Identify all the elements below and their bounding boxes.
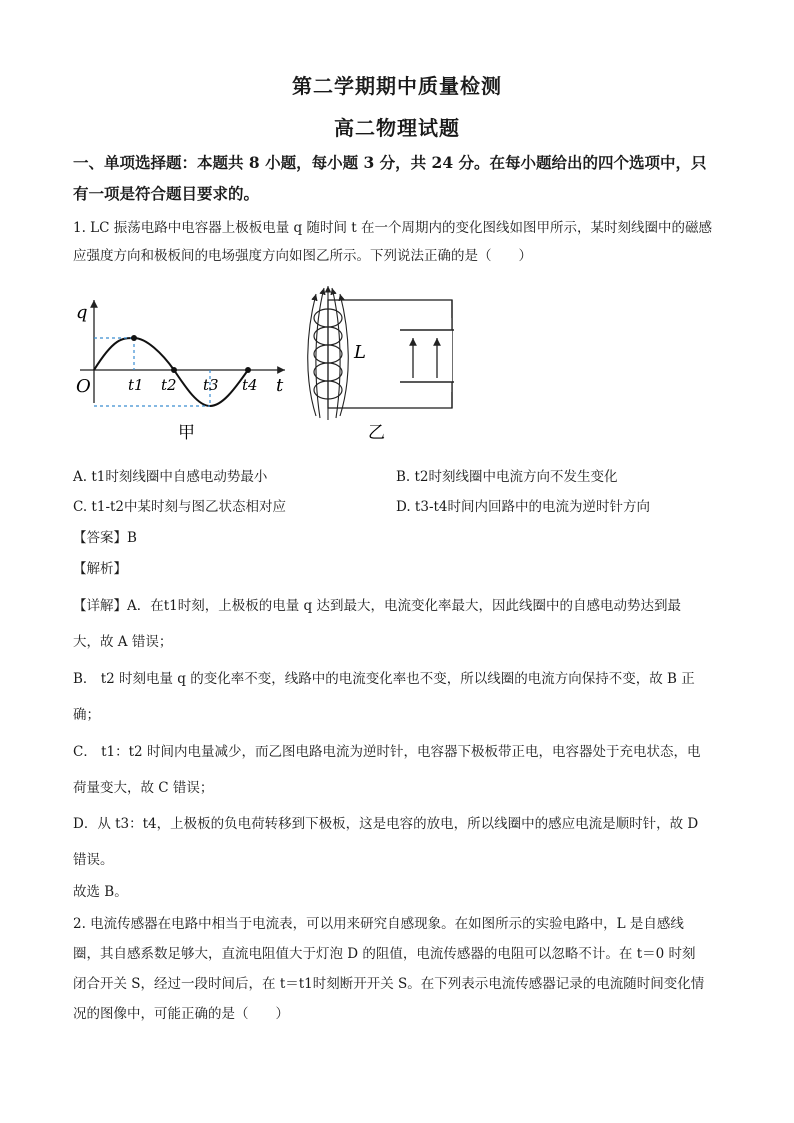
q1-detail-d-line2: 错误。 <box>73 852 114 868</box>
q1-conclusion: 故选 B。 <box>73 884 128 900</box>
q2-line1: 2. 电流传感器在电路中相当于电流表，可以用来研究自感现象。在如图所示的实验电路中，L 是自感线 <box>73 916 684 932</box>
exam-subtitle: 高二物理试题 <box>334 116 460 140</box>
q1-analysis-tag: 【解析】 <box>73 561 127 577</box>
exam-title: 第二学期期中质量检测 <box>292 74 502 98</box>
caption-jia: 甲 <box>178 423 195 443</box>
t-axis-label: t <box>276 375 284 396</box>
q1-stem-line2: 应强度方向和极板间的电场强度方向如图乙所示。下列说法正确的是（ ） <box>73 248 532 264</box>
q2-line2: 圈，其自感系数足够大，直流电阻值大于灯泡 D 的阻值，电流传感器的电阻可以忽略不计。在 t＝0 时刻 <box>73 946 696 962</box>
inductor-label: L <box>354 342 366 363</box>
point-t1 <box>131 335 137 341</box>
q1-detail-a-line1: 【详解】A．在t1时刻，上极板的电量 q 达到最大，电流变化率最大，因此线圈中的自感电动势达到最 <box>73 598 681 614</box>
point-t2 <box>171 367 177 373</box>
q1-stem-line1: 1. LC 振荡电路中电容器上极板电量 q 随时间 t 在一个周期内的变化图线如图甲所示，某时刻线圈中的磁感 <box>73 220 712 236</box>
q-t-graph <box>76 300 285 443</box>
tick-t4: t4 <box>242 376 258 394</box>
q1-detail-d-line1: D．从 t3：t4，上极板的负电荷转移到下极板，这是电容的放电，所以线圈中的感应电流是顺时针，故 D <box>73 816 699 832</box>
q1-detail-b-line1: B． t2 时刻电量 q 的变化率不变，线路中的电流变化率也不变，所以线圈的电流方向保持不变，故 B 正 <box>73 671 695 687</box>
q1-figure <box>70 278 470 453</box>
lc-circuit <box>308 286 454 443</box>
tick-t2: t2 <box>161 376 177 394</box>
q1-detail-c-line2: 荷量变大，故 C 错误； <box>73 780 214 796</box>
tick-t3: t3 <box>203 376 219 394</box>
q1-option-a: A. t1时刻线圈中自感电动势最小 <box>73 469 268 485</box>
q1-option-c: C. t1-t2中某时刻与图乙状态相对应 <box>73 499 287 515</box>
q-curve <box>94 338 248 406</box>
q-axis-label: q <box>76 302 88 323</box>
q2-line3: 闭合开关 S，经过一段时间后，在 t＝t1时刻断开开关 S。在下列表示电流传感器记录的电流随时间变化情 <box>73 976 705 992</box>
caption-yi: 乙 <box>368 423 385 443</box>
origin-label: O <box>76 376 91 397</box>
point-t4 <box>245 367 251 373</box>
q1-option-d: D. t3-t4时间内回路中的电流为逆时针方向 <box>396 499 651 515</box>
q1-detail-b-line2: 确； <box>73 707 100 723</box>
q1-detail-a-line2: 大，故 A 错误； <box>73 634 173 650</box>
section-heading-line1: 一、单项选择题：本题共 8 小题，每小题 3 分，共 24 分。在每小题给出的四个选项中，只 <box>73 153 707 172</box>
section-heading-line2: 有一项是符合题目要求的。 <box>73 184 260 203</box>
tick-t1: t1 <box>128 376 144 394</box>
q1-answer: 【答案】B <box>73 530 137 546</box>
q2-line4: 况的图像中，可能正确的是（ ） <box>73 1006 289 1022</box>
q1-detail-c-line1: C． t1：t2 时间内电量减少，而乙图电路电流为逆时针，电容器下极板带正电，电容器处于充电状态，电 <box>73 744 701 760</box>
q1-option-b: B. t2时刻线圈中电流方向不发生变化 <box>396 469 618 485</box>
